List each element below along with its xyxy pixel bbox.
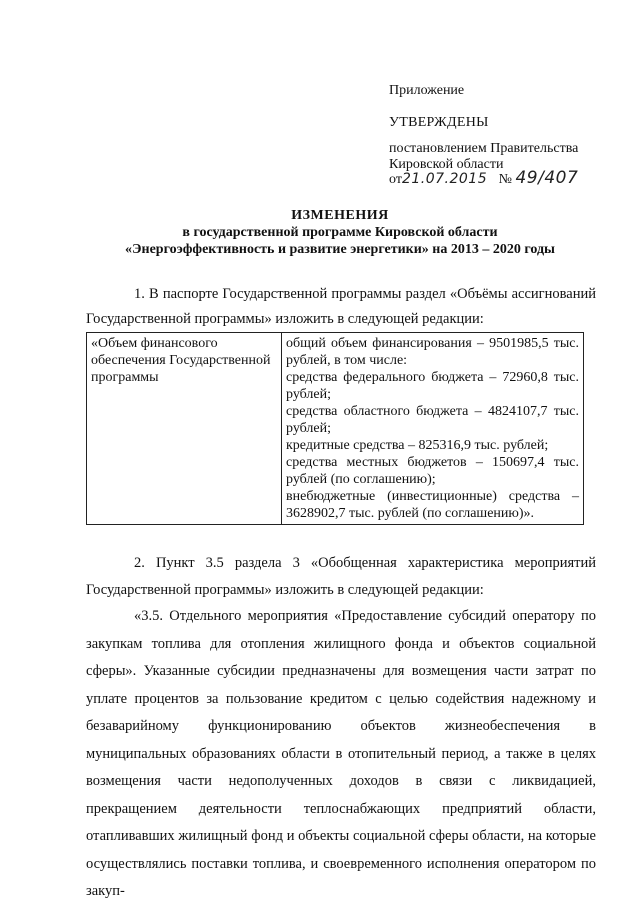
paragraph-2: 2. Пункт 3.5 раздела 3 «Обобщенная характеристика мероприятий Государственной программы» изложить в следующей редакции: bbox=[86, 555, 596, 598]
funding-line: внебюджетные (инвестиционные) средства – 3628902,7 тыс. рублей (по соглашению)». bbox=[286, 489, 579, 521]
handwritten-date: 21.07.2015 bbox=[401, 171, 488, 187]
paragraph-1: 1. В паспорте Государственной программы раздел «Объёмы ассигнований Государственной программы» изложить в следующей редакции: bbox=[86, 286, 596, 327]
table-row bbox=[87, 333, 584, 525]
funding-table bbox=[86, 332, 584, 525]
approved-label: УТВЕРЖДЕНЫ bbox=[389, 115, 489, 130]
document-heading: ИЗМЕНЕНИЯ bbox=[291, 208, 389, 223]
number-prefix: № bbox=[498, 172, 512, 187]
document-subheading: в государственной программе Кировской области bbox=[182, 225, 498, 240]
decree-line-1: постановлением Правительства bbox=[389, 141, 579, 156]
funding-values-cell bbox=[282, 333, 584, 525]
handwritten-number: 49/407 bbox=[515, 168, 579, 188]
funding-line: общий объем финансирования – 9501985,5 тыс. рублей, в том числе: bbox=[286, 336, 579, 368]
funding-label-cell: «Объем финансового обеспечения Государственной программы bbox=[87, 333, 282, 525]
date-prefix: от bbox=[389, 172, 402, 187]
program-name: «Энергоэффективность и развитие энергетики» на 2013 – 2020 годы bbox=[125, 242, 555, 257]
appendix-title: Приложение bbox=[389, 83, 465, 98]
funding-line: средства местных бюджетов – 150697,4 тыс. рублей (по соглашению); bbox=[286, 455, 579, 487]
decree-date-line bbox=[389, 170, 578, 188]
funding-line: кредитные средства – 825316,9 тыс. рублей; bbox=[286, 438, 549, 453]
funding-line: средства федерального бюджета – 72960,8 тыс. рублей; bbox=[286, 370, 579, 402]
paragraph-3: «3.5. Отдельного мероприятия «Предоставление субсидий оператору по закупкам топлива для отопления жилищного фонда и объектов социальной сферы». Указанные субсидии предназначены для возмещения части затрат по уплате процентов за пользование кредитом с целью содействия надежному и безаварийному функционированию объектов жизнеобеспечения в муниципальных образованиях области в отопительный период, а также в целях возмещения части недополученных доходов в связи с ликвидацией, прекращением деятельности теплоснабжающих предприятий области, отапливавших жилищный фонд и объекты социальной сферы области, на которые осуществлялись поставки топлива, и своевременного исполнения оператором по закуп- bbox=[86, 608, 596, 899]
decree-line-2: Кировской области bbox=[389, 157, 504, 172]
funding-line: средства областного бюджета – 4824107,7 тыс. рублей; bbox=[286, 404, 579, 436]
